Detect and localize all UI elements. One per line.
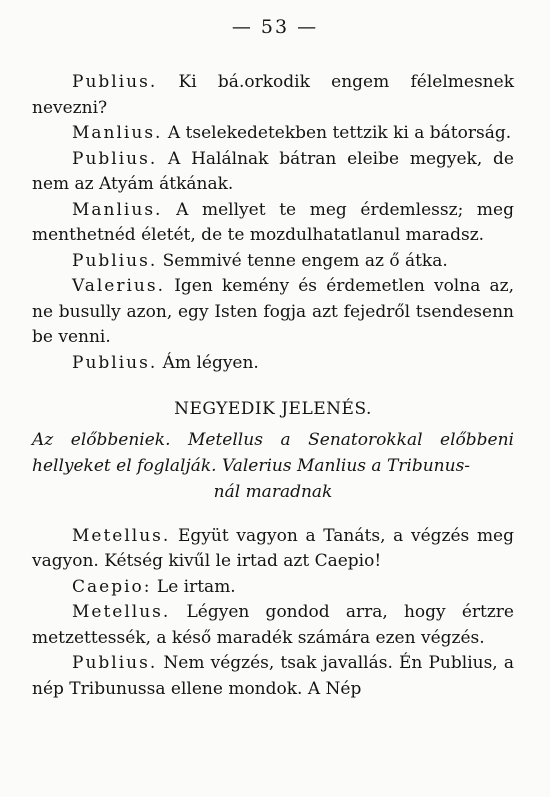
speaker-name: Valerius. bbox=[72, 276, 165, 296]
dialogue-paragraph bbox=[32, 651, 514, 702]
dialogue-text: Igen kemény és érdemetlen volna az, ne busully azon, egy Isten fogja azt fejedről tsendesenn be venni. bbox=[32, 276, 515, 347]
dialogue-text: Le irtam. bbox=[156, 576, 236, 597]
speaker-name: Publius. bbox=[72, 653, 158, 673]
dialogue-paragraph bbox=[32, 70, 514, 121]
speaker-name: Caepio: bbox=[72, 576, 152, 597]
dialogue-before bbox=[32, 70, 514, 376]
stage-direction bbox=[32, 427, 514, 505]
speaker-name: Manlius. bbox=[72, 199, 163, 220]
speaker-name: Publius. bbox=[72, 72, 158, 92]
stage-direction-last-line: nál maradnak bbox=[213, 481, 333, 502]
dialogue-paragraph bbox=[32, 121, 514, 147]
dialogue-text: A mellyet te meg érdemlessz; meg menthetnéd életét, de te mozdulhatatlanul maradsz. bbox=[32, 199, 514, 245]
dialogue-text: Légyen gondod arra, hogy értzre metzettessék, a késő maradék számára ezen végzés. bbox=[32, 602, 514, 648]
dialogue-text: Együt vagyon a Tanáts, a végzés meg vagyon. Kétség kivűl le irtad azt Caepio! bbox=[32, 525, 515, 571]
dialogue-text: A Halálnak bátran eleibe megyek, de nem az Atyám átkának. bbox=[32, 148, 514, 194]
speaker-name: Manlius. bbox=[72, 123, 163, 143]
dialogue-paragraph bbox=[32, 351, 514, 377]
dialogue-text: Semmivé tenne engem az ő átka. bbox=[162, 250, 448, 271]
dialogue-paragraph bbox=[32, 249, 514, 275]
speaker-name: Publius. bbox=[72, 250, 158, 271]
dialogue-paragraph bbox=[32, 198, 514, 249]
page-number: — 53 — bbox=[231, 16, 319, 38]
dialogue-after bbox=[32, 524, 514, 703]
speaker-name: Metellus. bbox=[72, 525, 171, 546]
speaker-name: Publius. bbox=[72, 148, 158, 169]
dialogue-paragraph bbox=[32, 274, 514, 351]
stage-direction-text: Az előbbeniek. Metellus a Senatorokkal előbbeni hellyeket el foglalják. Valerius Manlius a Tribunus- bbox=[32, 429, 514, 476]
dialogue-paragraph bbox=[32, 524, 514, 575]
dialogue-text: A tselekedetekben tettzik ki a bátorság. bbox=[167, 123, 512, 143]
dialogue-paragraph bbox=[32, 575, 514, 601]
dialogue-paragraph bbox=[32, 147, 514, 198]
dialogue-text: Ám légyen. bbox=[162, 352, 259, 373]
dialogue-text: Nem végzés, tsak javallás. Én Publius, a nép Tribunussa ellene mondok. A Nép bbox=[32, 653, 514, 699]
page-body bbox=[32, 70, 514, 702]
scene-heading: NEGYEDIK JELENÉS. bbox=[174, 399, 372, 419]
speaker-name: Metellus. bbox=[72, 602, 171, 622]
speaker-name: Publius. bbox=[72, 352, 158, 373]
dialogue-text: Ki bá.orkodik engem félelmesnek nevezni? bbox=[32, 72, 514, 118]
dialogue-paragraph bbox=[32, 600, 514, 651]
